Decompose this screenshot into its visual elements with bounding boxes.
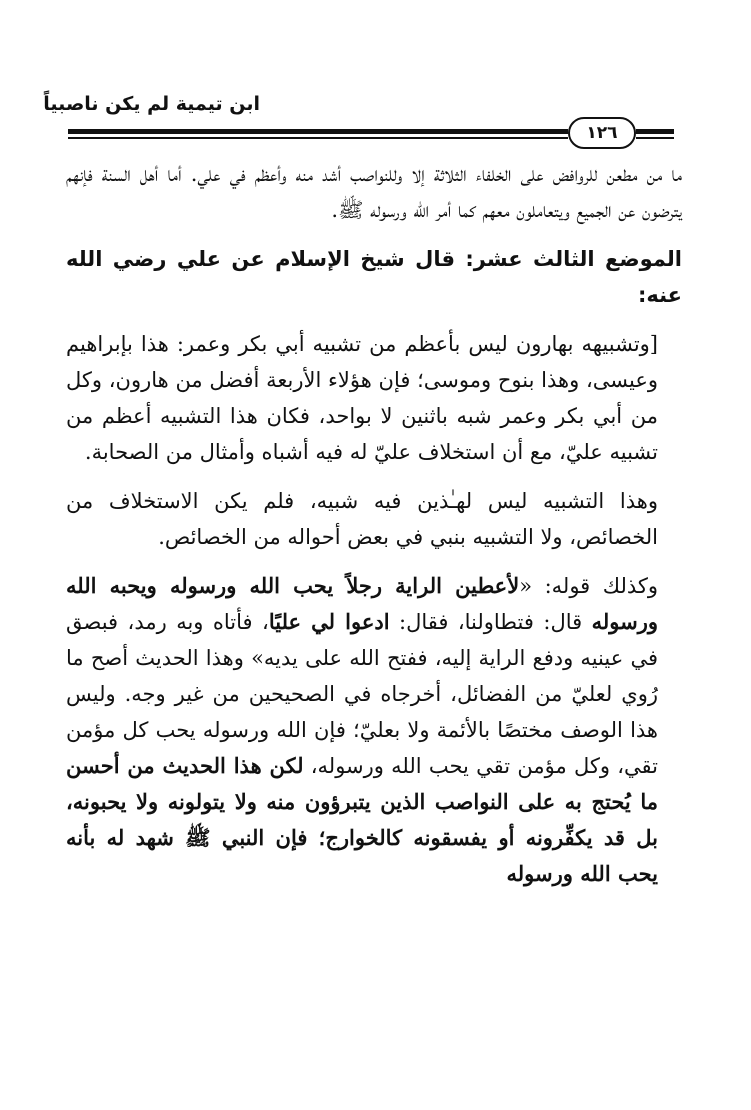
header-rule-thin <box>68 137 568 139</box>
paragraph-hadith <box>66 568 682 892</box>
running-title: ابن تيمية لم يكن ناصبياً <box>43 93 260 115</box>
paragraph-3: وهذا التشبيه ليس لهـٰذين فيه شبيه، فلم يكن الاستخلاف من الخصائص، ولا التشبيه بنبي في بعض أحواله من الخصائص. <box>66 489 658 549</box>
hadith-mid-2: ، فأتاه وبه رمد، فبصق في عينيه ودفع الراية إليه، ففتح الله على يديه» وهذا الحديث أصح ما رُوي لعليّ من الفضائل، أخرجاه في الصحيحين من غير وجه. وليس هذا الوصف مختصًا بالأئمة ولا بعليّ؛ فإن الله ورسوله يحب كل مؤمن تقي، وكل مؤمن تقي يحب الله ورسوله، <box>66 610 658 778</box>
body-text <box>66 156 682 892</box>
hadith-text: لأعطين الراية رجلاً يحب الله ورسوله ويحبه الله ورسوله <box>66 573 658 634</box>
page-number: ١٢٦ <box>568 117 636 149</box>
hadith-mid-1: قال: فتطاولنا، فقال: <box>389 610 592 634</box>
hadith-call: ادعوا لي عليًا <box>268 609 390 634</box>
hadith-intro: وكذلك قوله: « <box>519 574 659 598</box>
header-rule-thin-right <box>636 137 674 139</box>
paragraph-1: ما من مطعن للروافض على الخلفاء الثلاثة إلا وللنواصب أشد منه وأعظم في علي. أما أهل السنة فإنهم يترضون عن الجميع ويتعاملون معهم كما أمر الله ورسوله ﷺ. <box>66 162 682 222</box>
hadith-conclusion: لكن هذا الحديث من أحسن ما يُحتج به على النواصب الذين يتبرؤون منه ولا يتولونه ولا يحبونه، بل قد يكفِّرونه أو يفسقونه كالخوارج؛ فإن النبي ﷺ شهد له بأنه يحب الله ورسوله <box>66 753 658 886</box>
header-rule-thick-right <box>636 129 674 134</box>
header-rule-thick <box>68 129 568 134</box>
paragraph-quote: [وتشبيهه بهارون ليس بأعظم من تشبيه أبي بكر وعمر: هذا بإبراهيم وعيسى، وهذا بنوح وموسى؛ فإن هؤلاء الأربعة أفضل من هارون، وكل من أبي بكر وعمر شبه باثنين لا بواحد، فكان هذا التشبيه أعظم من تشبيه عليّ، مع أن استخلاف عليّ له فيه أشباه وأمثال من الصحابة. <box>66 332 658 464</box>
section-heading: الموضع الثالث عشر: قال شيخ الإسلام عن علي رضي الله عنه: <box>66 247 682 307</box>
